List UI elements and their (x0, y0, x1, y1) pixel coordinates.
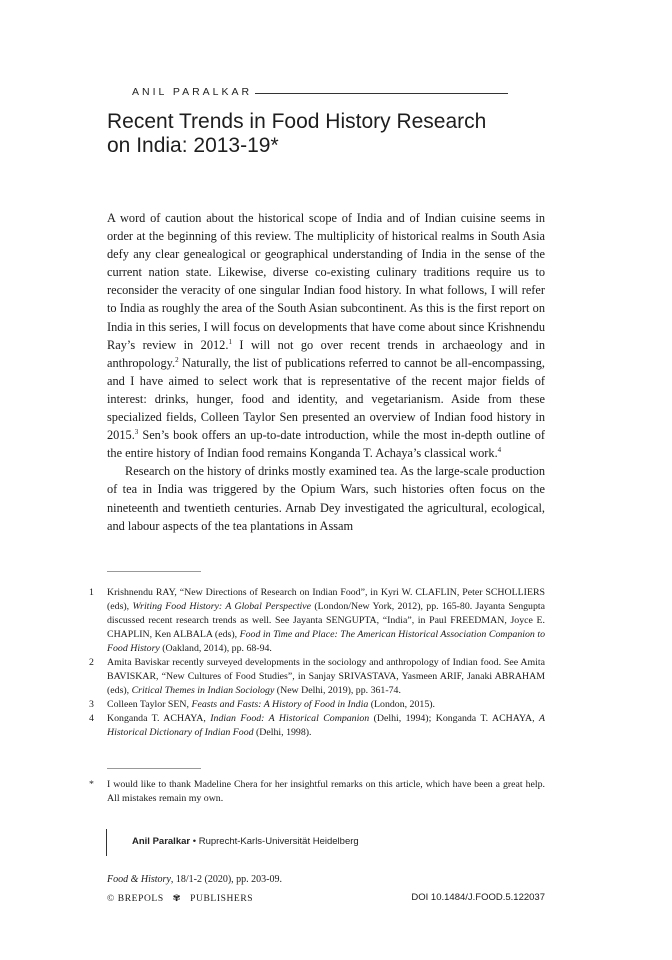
footnote-segment: (London/New York, 2012), pp. 165-80. Jayanta Sengupta discussed recent research trends as well. See Jayanta SENGUPTA, “India”, in Paul FREEDMAN, Joyce E. CHAPLIN, Ken ALBALA (eds), (107, 601, 545, 641)
publisher-name: PUBLISHERS (190, 894, 254, 904)
header-rule (255, 93, 508, 94)
footnote-4 (89, 712, 545, 740)
footnote-title: A Historical Dictionary of Indian Food (107, 713, 545, 739)
footnote-title: Writing Food History: A Global Perspective (132, 601, 312, 613)
footnote-number: 4 (89, 713, 94, 725)
footnote-number: 2 (89, 657, 94, 669)
citation-details: , 18/1-2 (2020), pp. 203-09. (170, 874, 282, 885)
footnote-title: Food in Time and Place: The American Historical Association Companion to Food History (107, 629, 545, 655)
footnote-ref-4[interactable]: 4 (497, 446, 502, 455)
footnote-divider (107, 571, 201, 572)
footnote-text (107, 656, 545, 698)
footnote-segment: Krishnendu RAY, “New Directions of Research on Indian Food”, in Kyri W. CLAFLIN, Peter SCHOLLIERS (eds), (107, 587, 545, 613)
publisher-line (107, 893, 253, 904)
affiliation-institution: Ruprecht-Karls-Universität Heidelberg (198, 836, 359, 847)
footnote-ref-1[interactable]: 1 (228, 337, 232, 346)
brepols-logo-icon: ✾ (172, 894, 182, 904)
footnote-segment: Amita Baviskar recently surveyed developments in the sociology and anthropology of Indian food. See Amita BAVISKAR, “New Cultures of Food Studies”, in Sanjay SRIVASTAVA, Yasmeen ARIF, Janaki ABRAHAM (eds), (107, 657, 545, 697)
journal-citation (107, 874, 282, 885)
affiliation-separator: • (190, 836, 199, 847)
footnote-segment: (Delhi, 1994); Konganda T. ACHAYA, (369, 713, 539, 725)
footnote-segment: Colleen Taylor SEN, (107, 699, 192, 711)
paragraph-2: Research on the history of drinks mostly examined tea. As the large-scale production of tea in India was triggered by the Opium Wars, such histories often focus on the nineteenth and twentieth centuries. Arnab Dey investigated the agricultural, ecological, and labour aspects of the tea plantations in Assam (107, 464, 545, 533)
paragraph-1 (107, 209, 545, 462)
footnote-3 (89, 698, 545, 712)
paragraph-text: Naturally, the list of publications referred to cannot be all-encompassing, and I have aimed to select work that is representative of the recent major fields of interest: drinks, hunger, food and identity, and vegetarianism. Aside from these specialized fields, Colleen Taylor Sen presented an overview of Indian food history in 2015. (107, 355, 545, 443)
author-name: ANIL PARALKAR (132, 86, 253, 98)
author-affiliation (132, 836, 359, 847)
footnote-text (107, 698, 545, 712)
acknowledgement-note (89, 778, 545, 806)
journal-name: Food & History (107, 874, 171, 885)
affiliation-name: Anil Paralkar (132, 836, 191, 847)
copyright-text: © BREPOLS (107, 894, 164, 904)
footnote-segment: (Oakland, 2014), pp. 68-94. (159, 643, 272, 655)
footnote-ref-2[interactable]: 2 (175, 355, 179, 364)
footnote-text (107, 586, 545, 656)
paragraph-text: A word of caution about the historical scope of India and of Indian cuisine seems in order at the beginning of this review. The multiplicity of historical realms in South Asia defy any clear genealogical or geographical understanding of India in the sense of the current nation state. Likewise, diverse co-existing culinary traditions require us to reconsider the veracity of one singular Indian food history. In what follows, I will refer to India as roughly the area of the South Asian subcontinent. As this is the first report on India in this series, I will focus on developments that have come about since Krishnendu Ray’s review in 2012. (107, 211, 545, 352)
affiliation-bar (106, 829, 107, 856)
footnote-2 (89, 656, 545, 698)
footnote-number: 1 (89, 587, 94, 598)
footnote-title: Critical Themes in Indian Sociology (131, 685, 275, 697)
footnote-segment: Konganda T. ACHAYA, (107, 713, 211, 725)
paragraph-text: Sen’s book offers an up-to-date introduction, while the most in-depth outline of the entire history of Indian food remains Konganda T. Achaya’s classical work. (107, 428, 545, 461)
paragraph-text: I will not go over recent trends in archaeology and in anthropology. (107, 337, 545, 370)
acknowledgement-text: I would like to thank Madeline Chera for her insightful remarks on this article, which have been a great help. All mistakes remain my own. (107, 779, 545, 804)
footnote-1 (89, 586, 545, 656)
article-body (107, 209, 545, 535)
title-line-2: on India: 2013-19* (107, 134, 279, 157)
title-line-1: Recent Trends in Food History Research (107, 110, 487, 133)
article-title (107, 110, 577, 158)
asterisk-mark: * (89, 779, 94, 790)
acknowledgement-divider (107, 768, 201, 769)
footnote-ref-3[interactable]: 3 (134, 428, 139, 437)
footnote-segment: (New Delhi, 2019), pp. 361-74. (274, 685, 401, 697)
footnote-text (107, 712, 545, 740)
footnote-title: Indian Food: A Historical Companion (210, 713, 370, 725)
footnote-segment: (London, 2015). (368, 699, 435, 711)
footnote-title: Feasts and Fasts: A History of Food in India (191, 699, 369, 711)
footnotes (89, 586, 545, 741)
footnote-number: 3 (89, 699, 94, 711)
doi[interactable]: DOI 10.1484/J.FOOD.5.122037 (411, 892, 545, 903)
footnote-segment: (Delhi, 1998). (253, 727, 312, 739)
